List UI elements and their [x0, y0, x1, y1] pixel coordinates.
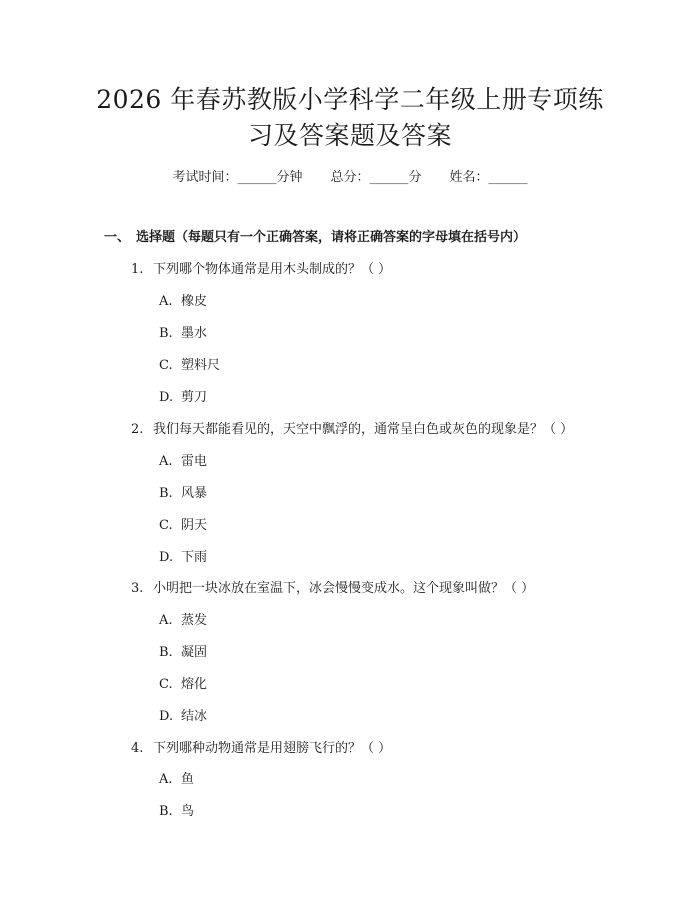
option-b — [159, 485, 207, 503]
student-name-field: 姓名：______ — [449, 170, 528, 185]
option-c — [159, 676, 207, 694]
option-d — [159, 389, 207, 407]
option-b — [159, 644, 207, 662]
option-d — [159, 708, 207, 726]
option-text: 结冰 — [181, 709, 208, 724]
option-letter: A. — [159, 294, 173, 309]
option-letter: B. — [159, 486, 173, 501]
total-score-field: 总分：______分 — [330, 170, 422, 185]
question-3 — [131, 580, 534, 598]
option-text: 凝固 — [181, 645, 208, 660]
option-letter: C. — [159, 677, 173, 692]
option-letter: D. — [159, 709, 174, 724]
option-text: 墨水 — [181, 326, 208, 341]
option-text: 鱼 — [181, 772, 195, 787]
option-letter: D. — [159, 550, 174, 565]
question-text: 下列哪种动物通常是用翅膀飞行的？（ ） — [153, 741, 392, 756]
option-text: 塑料尺 — [181, 358, 221, 373]
question-number: 4. — [131, 741, 144, 756]
question-4 — [131, 740, 391, 758]
document-title-line-1: 2026 年春苏教版小学科学二年级上册专项练 — [96, 85, 604, 114]
option-letter: A. — [159, 772, 173, 787]
question-number: 2. — [131, 422, 144, 437]
option-letter: C. — [159, 518, 173, 533]
section-title: 选择题（每题只有一个正确答案，请将正确答案的字母填在括号内） — [136, 230, 527, 245]
option-a — [159, 771, 194, 789]
option-letter: B. — [159, 804, 173, 819]
option-text: 熔化 — [181, 677, 208, 692]
exam-time-field: 考试时间：______分钟 — [172, 170, 303, 185]
option-text: 蒸发 — [181, 613, 208, 628]
question-number: 1. — [131, 262, 144, 277]
question-text: 我们每天都能看见的，天空中飘浮的，通常呈白色或灰色的现象是？（ ） — [153, 422, 574, 437]
option-text: 阴天 — [181, 518, 208, 533]
option-letter: A. — [159, 613, 173, 628]
document-title-line-2: 习及答案题及答案 — [247, 121, 452, 150]
option-text: 雷电 — [181, 454, 208, 469]
option-b — [159, 325, 207, 343]
option-letter: C. — [159, 358, 173, 373]
option-a — [159, 293, 207, 311]
option-d — [159, 549, 207, 567]
option-a — [159, 612, 207, 630]
section-heading — [104, 229, 526, 247]
option-text: 鸟 — [181, 804, 195, 819]
question-1 — [131, 261, 391, 279]
option-c — [159, 517, 207, 535]
option-letter: D. — [159, 390, 174, 405]
question-text: 下列哪个物体通常是用木头制成的？（ ） — [153, 262, 392, 277]
option-text: 剪刀 — [181, 390, 208, 405]
question-2 — [131, 421, 573, 439]
exam-info-row — [0, 169, 700, 187]
option-text: 风暴 — [181, 486, 208, 501]
option-c — [159, 357, 220, 375]
section-number: 一、 — [104, 230, 131, 245]
option-a — [159, 453, 207, 471]
option-text: 橡皮 — [181, 294, 208, 309]
option-letter: B. — [159, 326, 173, 341]
option-letter: B. — [159, 645, 173, 660]
option-letter: A. — [159, 454, 173, 469]
question-number: 3. — [131, 581, 144, 596]
option-b — [159, 803, 194, 821]
question-text: 小明把一块冰放在室温下，冰会慢慢变成水。这个现象叫做？（ ） — [153, 581, 535, 596]
option-text: 下雨 — [181, 550, 208, 565]
